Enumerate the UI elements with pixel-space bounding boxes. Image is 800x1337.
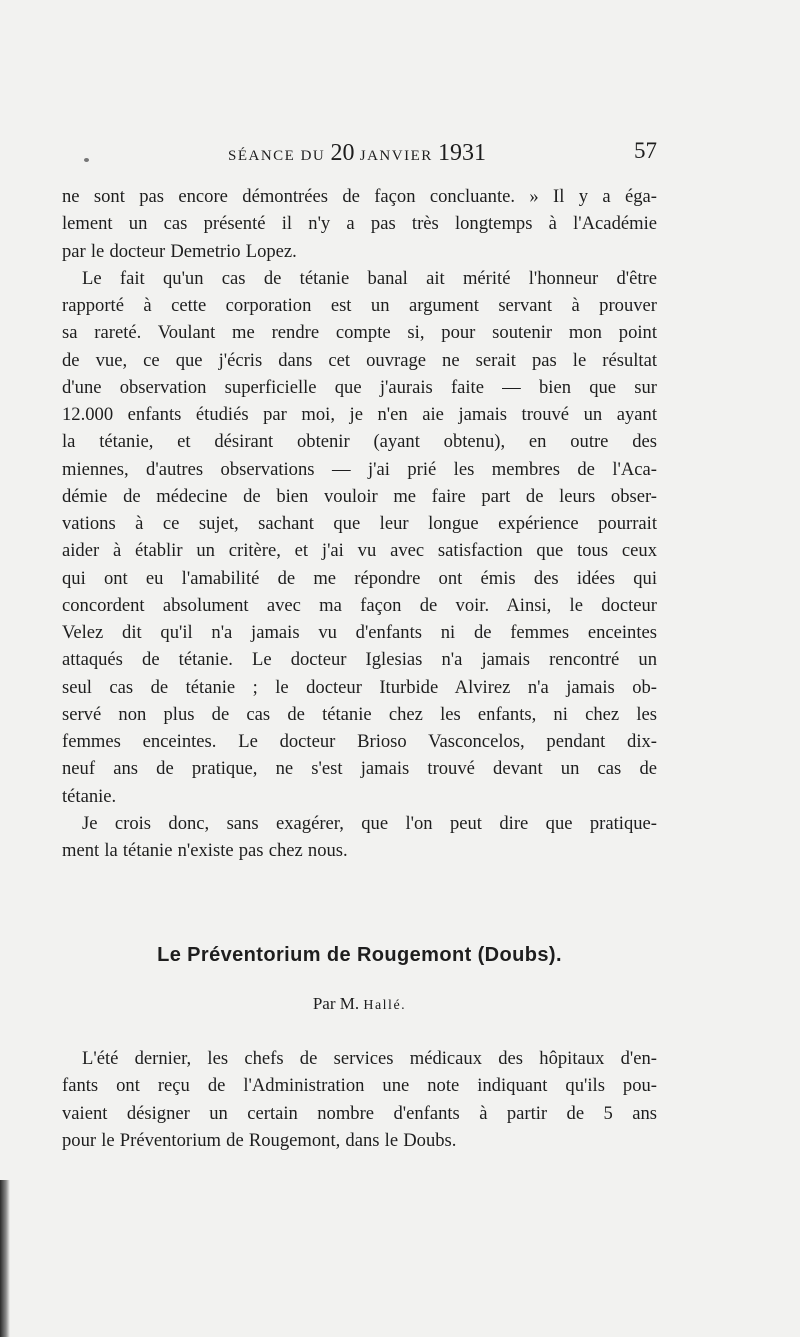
text-line: par le docteur Demetrio Lopez. (62, 240, 297, 262)
text-line: Le fait qu'un cas de tétanie banal ait mérité l'honneur d'être (82, 267, 657, 289)
text-line: de vue, ce que j'écris dans cet ouvrage ne serait pas le résultat (62, 349, 657, 371)
text-line: Velez dit qu'il n'a jamais vu d'enfants ni de femmes enceintes (62, 622, 657, 643)
text-line: miennes, d'autres observations — j'ai prié les membres de l'Aca- (62, 458, 657, 480)
text-line: la tétanie, et désirant obtenir (ayant obtenu), en outre des (62, 431, 657, 453)
running-head (228, 140, 486, 167)
text-line: lement un cas présenté il n'y a pas très longtemps à l'Académie (62, 213, 657, 235)
text-line: neuf ans de pratique, ne s'est jamais trouvé devant un cas de (62, 758, 657, 780)
text-line: servé non plus de cas de tétanie chez les enfants, ni chez les (62, 703, 657, 725)
text-line: d'une observation superficielle que j'aurais faite — bien que sur (62, 376, 657, 398)
text-line: qui ont eu l'amabilité de me répondre ont émis des idées qui (62, 567, 657, 589)
text-line: 12.000 enfants étudiés par moi, je n'en aie jamais trouvé un ayant (62, 404, 657, 425)
page-number: 57 (634, 138, 657, 163)
text-line: attaqués de tétanie. Le docteur Iglesias n'a jamais rencontré un (62, 649, 657, 671)
text-line: vations à ce sujet, sachant que leur longue expérience pourrait (62, 513, 657, 534)
text-line: pour le Préventorium de Rougemont, dans le Doubs. (62, 1129, 457, 1151)
article-byline (62, 992, 657, 1018)
text-line: seul cas de tétanie ; le docteur Iturbide Alvirez n'a jamais ob- (62, 676, 657, 698)
text-line: L'été dernier, les chefs de services médicaux des hôpitaux d'en- (82, 1048, 657, 1069)
text-line: rapporté à cette corporation est un argument servant à prouver (62, 295, 657, 316)
text-line: fants ont reçu de l'Administration une note indiquant qu'ils pou- (62, 1075, 657, 1097)
running-head-year: 1931 (438, 140, 487, 166)
byline-author: Hallé. (363, 998, 407, 1013)
running-head-month: JANVIER (354, 148, 439, 164)
text-line: femmes enceintes. Le docteur Brioso Vasconcelos, pendant dix- (62, 731, 657, 752)
article-heading (62, 940, 657, 1018)
text-line: aider à établir un critère, et j'ai vu avec satisfaction que tous ceux (62, 540, 657, 562)
text-line: ment la tétanie n'existe pas chez nous. (62, 840, 348, 861)
book-spine-shadow (0, 1180, 10, 1337)
article-intro (62, 1045, 657, 1154)
page-header (62, 136, 657, 170)
text-line: sa rareté. Voulant me rendre compte si, pour soutenir mon point (62, 322, 657, 344)
body-text (62, 183, 657, 864)
text-line: démie de médecine de bien vouloir me faire part de leurs obser- (62, 485, 657, 507)
running-head-day: 20 (330, 140, 355, 166)
text-line: vaient désigner un certain nombre d'enfants à partir de 5 ans (62, 1102, 657, 1124)
text-line: Je crois donc, sans exagérer, que l'on peut dire que pratique- (82, 812, 657, 834)
text-line: tétanie. (62, 785, 117, 807)
running-head-prefix: SÉANCE DU (228, 148, 331, 164)
article-title: Le Préventorium de Rougemont (Doubs). (157, 944, 562, 966)
byline-prefix: Par M. (312, 994, 364, 1013)
text-line: concordent absolument avec ma façon de voir. Ainsi, le docteur (62, 594, 657, 616)
text-line: ne sont pas encore démontrées de façon concluante. » Il y a éga- (62, 186, 657, 207)
